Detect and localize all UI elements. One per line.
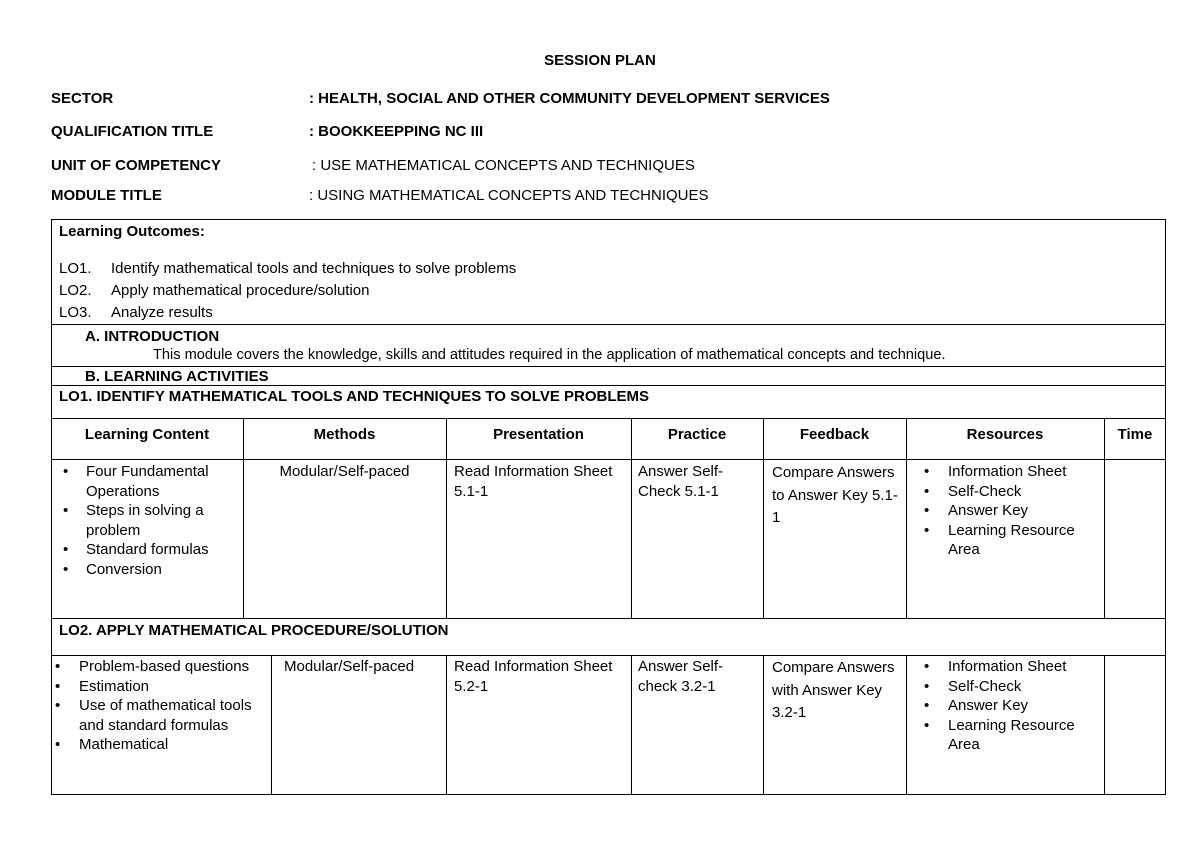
column-divider (906, 655, 907, 795)
list-item: • Learning Resource Area (922, 521, 1102, 560)
list-item: • Answer Key (922, 696, 1102, 716)
column-divider (631, 655, 632, 795)
column-divider (763, 418, 764, 618)
lo2-learning-content (53, 657, 269, 755)
introduction-text: This module covers the knowledge, skills and attitudes required in the application of mathematical concepts and technique. (153, 347, 946, 363)
lo2-heading: LO2. APPLY MATHEMATICAL PROCEDURE/SOLUTION (59, 622, 449, 639)
activities-heading: B. LEARNING ACTIVITIES (85, 368, 269, 385)
list-item: • Self-Check (922, 482, 1102, 502)
divider (51, 418, 1166, 419)
outcome-lo3-text: Analyze results (111, 304, 213, 321)
column-divider (446, 655, 447, 795)
list-item: • Standard formulas (53, 540, 241, 560)
column-divider (446, 418, 447, 618)
column-divider (906, 418, 907, 618)
lo1-learning-content (53, 462, 241, 579)
list-item: • Learning Resource Area (922, 716, 1102, 755)
column-header-methods: Methods (313, 426, 376, 443)
divider (51, 618, 1166, 619)
column-divider (1104, 655, 1105, 795)
list-item: • Self-Check (922, 677, 1102, 697)
column-divider (243, 418, 244, 618)
outcome-lo2-code: LO2. (59, 282, 92, 299)
outcome-lo3-code: LO3. (59, 304, 92, 321)
unit-value: : USE MATHEMATICAL CONCEPTS AND TECHNIQUES (312, 157, 695, 174)
outcome-lo1-code: LO1. (59, 260, 92, 277)
lo1-practice: Answer Self-Check 5.1-1 (638, 463, 724, 500)
column-divider (1104, 418, 1105, 618)
list-item: • Conversion (53, 560, 241, 580)
column-divider (631, 418, 632, 618)
lo2-feedback: Compare Answers with Answer Key 3.2-1 (772, 659, 895, 721)
column-header-feedback: Feedback (799, 426, 870, 443)
column-divider (763, 655, 764, 795)
outcome-lo1-text: Identify mathematical tools and techniques to solve problems (111, 260, 517, 277)
list-item: • Use of mathematical tools and standard formulas (53, 696, 269, 735)
column-divider (271, 655, 272, 795)
page-title: SESSION PLAN (544, 52, 656, 69)
unit-label: UNIT OF COMPETENCY (51, 157, 222, 174)
column-header-resources: Resources (966, 426, 1044, 443)
list-item: • Answer Key (922, 501, 1102, 521)
outcome-lo2-text: Apply mathematical procedure/solution (111, 282, 370, 299)
divider (51, 324, 1166, 325)
list-item: • Estimation (53, 677, 269, 697)
list-item: • Problem-based questions (53, 657, 269, 677)
outcomes-heading: Learning Outcomes: (59, 223, 205, 240)
lo1-feedback: Compare Answers to Answer Key 5.1-1 (772, 464, 898, 526)
module-value: : USING MATHEMATICAL CONCEPTS AND TECHNIQUES (309, 187, 709, 204)
list-item: • Steps in solving a problem (53, 501, 241, 540)
column-header-learning-content: Learning Content (84, 426, 210, 443)
column-header-time: Time (1117, 426, 1153, 443)
lo1-presentation: Read Information Sheet 5.1-1 (454, 463, 613, 500)
list-item: • Information Sheet (922, 657, 1102, 677)
list-item: • Mathematical (53, 735, 269, 755)
sector-label: SECTOR (51, 90, 114, 107)
sector-value: : HEALTH, SOCIAL AND OTHER COMMUNITY DEVELOPMENT SERVICES (309, 90, 830, 107)
lo2-practice: Answer Self-check 3.2-1 (638, 658, 724, 695)
lo2-methods: Modular/Self-paced (284, 658, 415, 675)
lo1-resources (922, 462, 1102, 560)
introduction-heading: A. INTRODUCTION (85, 328, 220, 345)
lo1-heading: LO1. IDENTIFY MATHEMATICAL TOOLS AND TECHNIQUES TO SOLVE PROBLEMS (59, 388, 650, 405)
lo2-presentation: Read Information Sheet 5.2-1 (454, 658, 613, 695)
list-item: • Four Fundamental Operations (53, 462, 241, 501)
column-header-practice: Practice (667, 426, 727, 443)
lo1-methods: Modular/Self-paced (279, 463, 410, 480)
list-item: • Information Sheet (922, 462, 1102, 482)
qualification-label: QUALIFICATION TITLE (51, 123, 214, 140)
divider (51, 655, 1166, 656)
module-label: MODULE TITLE (51, 187, 162, 204)
qualification-value: : BOOKKEEPPING NC III (309, 123, 484, 140)
lo2-resources (922, 657, 1102, 755)
divider (51, 385, 1166, 386)
divider (51, 459, 1166, 460)
column-header-presentation: Presentation (493, 426, 584, 443)
